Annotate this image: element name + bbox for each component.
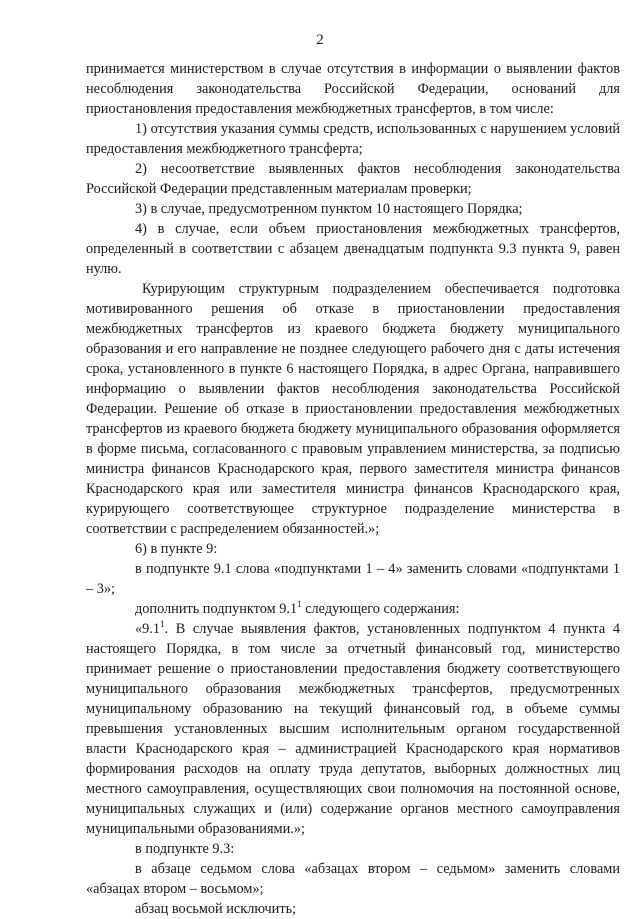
paragraph-10-end: . В случае выявления фактов, установленных подпунктом 4 пункта 4 настоящего Порядка, в том числе за отчетный финансовый год, министерство принимает решение о приостановлении предоставления бюджету соответствующего муниципального образования межбюджетных трансфертов, предусмотренных муниципальному образованию на текущий финансовый год, в объеме суммы превышения установленных высшим исполнительным органом государственной власти Краснодарского края – администрацией Краснодарского края нормативов формирования расходов на оплату труда депутатов, выборных должностных лиц местного самоуправления, осуществляющих свои полномочия на постоянной основе, муниципальных служащих и (или) содержание органов местного самоуправления муниципальными образованиями.»; bbox=[86, 621, 620, 837]
paragraph-13: абзац восьмой исключить; bbox=[135, 901, 297, 917]
page-number: 2 bbox=[316, 32, 324, 48]
paragraph-7: 6) в пункте 9: bbox=[135, 541, 218, 557]
paragraph-2: 1) отсутствия указания суммы средств, использованных с нарушением условий предоставления межбюджетного трансферта; bbox=[86, 121, 620, 157]
paragraph-3: 2) несоответствие выявленных фактов несоблюдения законодательства Российской Федерации представленным материалам проверки; bbox=[86, 161, 620, 197]
superscript: 1 bbox=[297, 599, 302, 610]
superscript: 1 bbox=[160, 619, 165, 630]
paragraph-8: в подпункте 9.1 слова «подпунктами 1 – 4» заменить словами «подпунктами 1 – 3»; bbox=[86, 561, 620, 597]
paragraph-9 bbox=[86, 599, 620, 619]
paragraph-1: принимается министерством в случае отсутствия в информации о выявлении фактов несоблюдения законодательства Российской Федерации, оснований для приостановления предоставления межбюджетных трансфертов, в том числе: bbox=[86, 61, 620, 117]
paragraph-12: в абзаце седьмом слова «абзацах втором – седьмом» заменить словами «абзацах втором – восьмом»; bbox=[86, 861, 620, 897]
paragraph-4: 3) в случае, предусмотренном пунктом 10 настоящего Порядка; bbox=[135, 201, 523, 217]
paragraph-6: Курирующим структурным подразделением обеспечивается подготовка мотивированного решения об отказе в приостановлении предоставления межбюджетных трансфертов из краевого бюджета бюджету муниципального образования и его направление не позднее следующего рабочего дня с даты истечения срока, установленного в пункте 6 настоящего Порядка, в адрес Органа, направившего информацию о выявлении фактов несоблюдения законодательства Российской Федерации. Решение об отказе в приостановлении предоставления межбюджетных трансфертов из краевого бюджета бюджету муниципального образования оформляется в форме письма, согласованного с правовым управлением министерства, за подписью министра финансов Краснодарского края, первого заместителя министра финансов Краснодарского края или заместителя министра финансов Краснодарского края, курирующего соответствующее структурное подразделение министерства в соответствии с распределением обязанностей.»; bbox=[86, 281, 620, 537]
document-body bbox=[86, 59, 620, 919]
paragraph-5: 4) в случае, если объем приостановления межбюджетных трансфертов, определенный в соответствии с абзацем двенадцатым подпункта 9.3 пункта 9, равен нулю. bbox=[86, 221, 620, 277]
paragraph-11: в подпункте 9.3: bbox=[135, 841, 235, 857]
paragraph-10 bbox=[86, 619, 620, 839]
paragraph-10-start: «9.1 bbox=[135, 621, 161, 637]
paragraph-9-start: дополнить подпунктом 9.1 bbox=[135, 601, 298, 617]
paragraph-9-end: следующего содержания: bbox=[301, 601, 460, 617]
